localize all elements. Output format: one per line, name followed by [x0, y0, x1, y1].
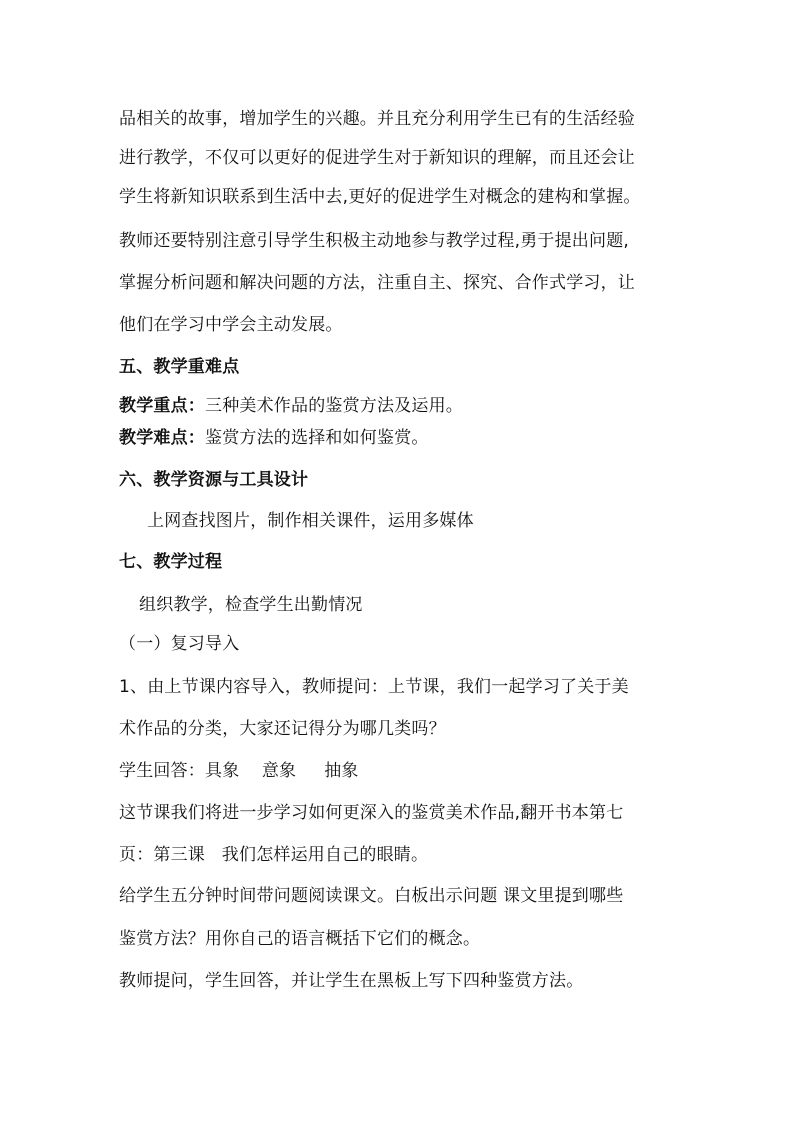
key-point-line [119, 396, 463, 416]
paragraph-line: 他们在学习中学会主动发展。 [119, 315, 343, 335]
student-answer-line: 学生回答：具象 意象 抽象 [119, 761, 359, 781]
paragraph-line: 品相关的故事，增加学生的兴趣。并且充分利用学生已有的生活经验 [119, 109, 635, 129]
key-point-label: 教学重点： [119, 396, 205, 416]
difficulty-label: 教学难点： [119, 428, 205, 448]
organize-line: 组织教学，检查学生出勤情况 [139, 595, 363, 615]
paragraph-line: 学生将新知识联系到生活中去,更好的促进学生对概念的建构和掌握。 [119, 187, 641, 207]
intro-line: 这节课我们将进一步学习如何更深入的鉴赏美术作品,翻开书本第七 [119, 803, 624, 823]
key-point-text: 三种美术作品的鉴赏方法及运用。 [205, 396, 463, 416]
section-heading-5: 五、教学重难点 [119, 357, 240, 377]
intro-line: 页：第三课 我们怎样运用自己的眼睛。 [119, 845, 429, 865]
subheading-review: （一）复习导入 [119, 634, 240, 654]
paragraph-line: 掌握分析问题和解决问题的方法，注重自主、探究、合作式学习，让 [119, 273, 635, 293]
section-heading-7: 七、教学过程 [119, 552, 223, 572]
resource-line: 上网查找图片，制作相关课件，运用多媒体 [147, 511, 474, 531]
difficulty-text: 鉴赏方法的选择和如何鉴赏。 [205, 428, 429, 448]
task-line: 鉴赏方法？用你自己的语言概括下它们的概念。 [119, 929, 481, 949]
task-line: 给学生五分钟时间带问题阅读课文。白板出示问题 课文里提到哪些 [119, 886, 624, 906]
difficulty-line [119, 428, 429, 448]
item1-line: 术作品的分类，大家还记得分为哪几类吗？ [119, 719, 446, 739]
paragraph-line: 教师还要特别注意引导学生积极主动地参与教学过程,勇于提出问题, [119, 231, 630, 251]
item1-line: 1、由上节课内容导入，教师提问：上节课，我们一起学习了关于美 [119, 677, 629, 697]
section-heading-6: 六、教学资源与工具设计 [119, 470, 309, 490]
paragraph-line: 进行教学，不仅可以更好的促进学生对于新知识的理解，而且还会让 [119, 148, 635, 168]
final-line: 教师提问，学生回答，并让学生在黑板上写下四种鉴赏方法。 [119, 971, 584, 991]
